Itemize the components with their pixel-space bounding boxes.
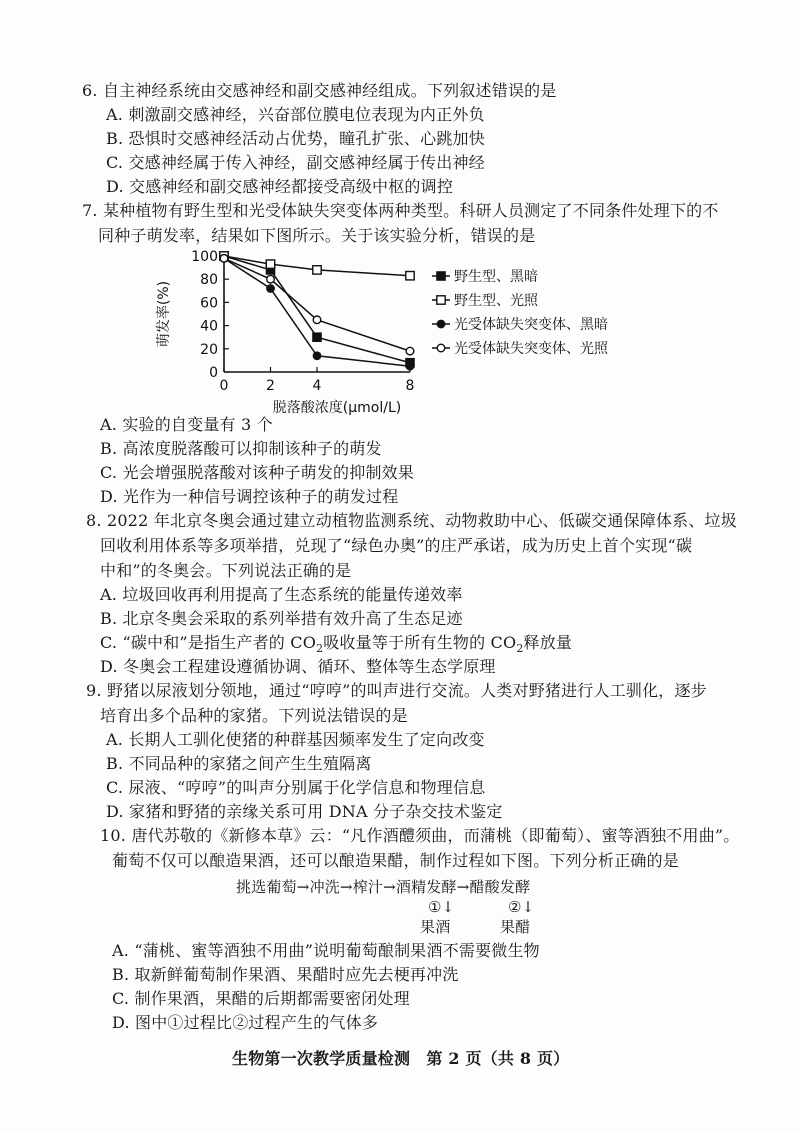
x-tick-label: 0: [219, 378, 229, 394]
q10-product-vinegar: 果醋: [500, 918, 531, 936]
q10-option-d: D. 图中①过程比②过程产生的气体多: [112, 1013, 379, 1032]
legend-label: 光受体缺失突变体、黑暗: [454, 317, 608, 333]
q8-option-c: C. “碳中和”是指生产者的 $CO_2$吸收量等于所有生物的 $CO_2$释放量: [100, 633, 573, 656]
data-point: [313, 266, 321, 274]
legend-marker: [437, 272, 445, 280]
chart-series: [220, 252, 414, 370]
data-point: [406, 272, 414, 280]
y-tick-label: 60: [200, 295, 218, 312]
germination-chart: [150, 248, 660, 416]
x-axis-label: 脱落酸浓度(μmol/L): [272, 400, 402, 416]
q8-stem-line1: 8. 2022 年北京冬奥会通过建立动植物监测系统、动物救助中心、低碳交通保障体系、垃圾: [86, 511, 737, 530]
q10-option-c: C. 制作果酒，果醋的后期都需要密闭处理: [112, 989, 410, 1008]
q10-product-wine: 果酒: [420, 918, 451, 936]
q8-option-d: D. 冬奥会工程建设遵循协调、循环、整体等生态学原理: [100, 657, 496, 676]
q10-stem-line1: 10. 唐代苏敬的《新修本草》云：“凡作酒醴须曲，而蒲桃（即葡萄）、蜜等酒独不用曲”。: [100, 826, 740, 845]
q9-stem-line1: 9. 野猪以尿液划分领地，通过“哼哼”的叫声进行交流。人类对野猪进行人工驯化，逐步: [86, 681, 707, 700]
q8-stem-line2: 回收利用体系等多项举措，兑现了“绿色办奥”的庄严承诺，成为历史上首个实现“碳: [100, 536, 693, 555]
y-tick-label: 0: [209, 365, 218, 381]
q9-option-d: D. 家猪和野猪的亲缘关系可用 DNA 分子杂交技术鉴定: [106, 802, 503, 821]
legend-label: 野生型、黑暗: [454, 269, 538, 285]
q10-step2-arrow: ②↓: [508, 898, 535, 916]
q10-stem-line2: 葡萄不仅可以酿造果酒，还可以酿造果醋，制作过程如下图。下列分析正确的是: [112, 851, 680, 870]
q7-stem-line2: 同种子萌发率，结果如下图所示。关于该实验分析，错误的是: [98, 226, 536, 245]
q10-option-a: A. “蒲桃、蜜等酒独不用曲”说明葡萄酿制果酒不需要微生物: [112, 941, 540, 960]
q6-stem: 6. 自主神经系统由交感神经和副交感神经组成。下列叙述错误的是: [82, 81, 557, 100]
q7-option-a: A. 实验的自变量有 3 个: [100, 415, 273, 434]
chart-legend: [432, 268, 609, 357]
q9-stem-line2: 培育出多个品种的家猪。下列说法错误的是: [100, 706, 408, 725]
q6-option-c: C. 交感神经属于传入神经，副交感神经属于传出神经: [106, 153, 485, 172]
q6-option-d: D. 交感神经和副交感神经都接受高级中枢的调控: [106, 177, 454, 196]
x-tick-label: 2: [266, 378, 275, 394]
page-footer: 生物第一次教学质量检测 第 2 页（共 8 页）: [232, 1049, 570, 1068]
q8-stem-line3: 中和”的冬奥会。下列说法正确的是: [100, 561, 352, 580]
y-tick-label: 80: [200, 272, 218, 289]
data-point: [313, 352, 321, 360]
data-point: [267, 275, 275, 283]
q9-option-a: A. 长期人工驯化使猪的种群基因频率发生了定向改变: [106, 730, 485, 749]
y-tick-label: 100: [191, 249, 218, 265]
q7-option-c: C. 光会增强脱落酸对该种子萌发的抑制效果: [100, 463, 415, 482]
y-tick-label: 20: [200, 341, 218, 358]
y-axis-label: 萌发率(%): [156, 280, 172, 348]
q10-step1-arrow: ①↓: [428, 898, 455, 916]
q9-option-c: C. 尿液、“哼哼”的叫声分别属于化学信息和物理信息: [106, 778, 486, 797]
legend-marker: [437, 320, 445, 328]
q8-option-a: A. 垃圾回收再利用提高了生态系统的能量传递效率: [100, 585, 463, 604]
data-point: [406, 347, 414, 355]
legend-label: 野生型、光照: [454, 293, 538, 309]
legend-marker: [437, 344, 445, 352]
y-tick-label: 40: [200, 318, 218, 335]
q10-option-b: B. 取新鲜葡萄制作果酒、果醋时应先去梗再冲洗: [112, 965, 459, 984]
q10-process-flow: 挑选葡萄→冲洗→榨汁→酒精发酵→醋酸发酵: [236, 878, 531, 896]
data-point: [267, 285, 275, 293]
x-tick-label: 8: [405, 378, 415, 394]
q7-option-b: B. 高浓度脱落酸可以抑制该种子的萌发: [100, 439, 382, 458]
legend-label: 光受体缺失突变体、光照: [454, 341, 608, 357]
data-point: [220, 255, 228, 263]
q9-option-b: B. 不同品种的家猪之间产生生殖隔离: [106, 754, 372, 773]
x-tick-label: 4: [312, 378, 322, 394]
q7-option-d: D. 光作为一种信号调控该种子的萌发过程: [100, 487, 399, 506]
legend-marker: [437, 296, 445, 304]
q6-option-a: A. 刺激副交感神经，兴奋部位膜电位表现为内正外负: [106, 105, 485, 124]
q8-option-b: B. 北京冬奥会采取的系列举措有效升高了生态足迹: [100, 609, 463, 628]
data-point: [266, 260, 274, 268]
data-point: [406, 362, 414, 370]
q7-stem-line1: 7. 某种植物有野生型和光受体缺失突变体两种类型。科研人员测定了不同条件处理下的不: [82, 201, 719, 220]
q6-option-b: B. 恐惧时交感神经活动占优势，瞳孔扩张、心跳加快: [106, 129, 485, 148]
data-point: [313, 316, 321, 324]
data-point: [313, 333, 321, 341]
